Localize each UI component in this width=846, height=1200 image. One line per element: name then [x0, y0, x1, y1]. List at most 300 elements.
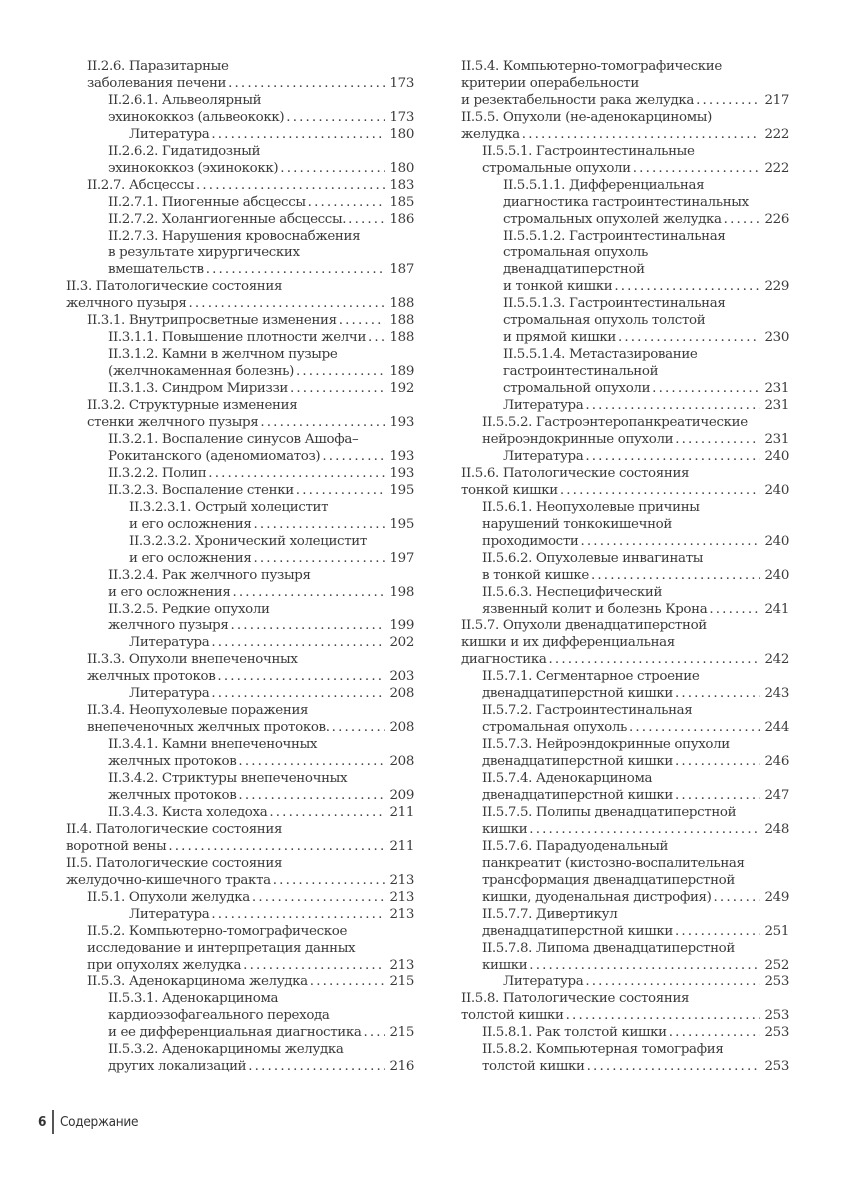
toc-page-number: 195 — [389, 482, 414, 498]
dot-leader — [337, 313, 386, 330]
dot-leader — [583, 398, 760, 415]
dot-leader — [520, 127, 761, 144]
dot-leader — [320, 449, 385, 466]
toc-entry-title-line: II.5.1. Опухоли желудка — [87, 889, 250, 905]
toc-entry[interactable] — [66, 59, 414, 93]
toc-entry[interactable] — [66, 805, 414, 822]
toc-page-number: 240 — [764, 482, 789, 498]
toc-entry-title-line: II.2.6. Паразитарные — [87, 59, 229, 74]
toc-page-number: 187 — [389, 262, 414, 278]
toc-entry-title-line: II.5.5.2. Гастроэнтеропанкреатические — [482, 415, 748, 431]
toc-entry-title-line: II.4. Патологические состояния — [66, 821, 283, 837]
toc-left-column — [66, 59, 414, 1076]
toc-entry-title-line: II.5.5.1.1. Дифференциальная — [503, 177, 705, 193]
toc-page-number: 215 — [389, 974, 414, 990]
toc-entry[interactable] — [461, 398, 789, 415]
toc-entry-title-line: II.3.1.2. Камни в желчном пузыре — [108, 347, 338, 363]
toc-entry-title-line: эхинококкоз (эхинококк) — [108, 160, 279, 176]
toc-entry[interactable] — [66, 144, 414, 178]
toc-page-number: 216 — [389, 1059, 414, 1075]
dot-leader — [631, 161, 761, 178]
toc-entry[interactable] — [461, 669, 789, 703]
toc-entry-title-line: II.3.1. Внутрипросветные изменения — [87, 313, 337, 329]
toc-entry[interactable] — [66, 347, 414, 381]
toc-entry-title-line: диагностика гастроинтестинальных — [503, 194, 749, 210]
toc-entry[interactable] — [66, 330, 414, 347]
toc-entry-title-line: стромальная опухоль — [503, 245, 648, 261]
toc-page-number: 213 — [389, 889, 414, 905]
toc-page-number: 193 — [389, 448, 414, 464]
toc-entry-title-line: желчных протоков — [108, 754, 237, 770]
toc-page-number: 251 — [764, 923, 789, 939]
toc-entry[interactable] — [461, 178, 789, 229]
toc-entry[interactable] — [66, 1042, 414, 1076]
toc-entry-title-line: тонкой кишки — [461, 482, 558, 498]
page-footer — [38, 1110, 138, 1134]
toc-entry-title-line: II.3.2.3.2. Хронический холецистит — [129, 533, 367, 549]
toc-entry-title-line: II.5.6.3. Неспецифический — [482, 584, 663, 600]
dot-leader — [209, 127, 385, 144]
toc-entry-title-line: II.5.7.6. Парадуоденальный — [482, 838, 669, 854]
toc-page-number: 211 — [389, 804, 414, 820]
toc-entry-title-line: Литература — [129, 686, 210, 702]
toc-entry-title-line: трансформация двенадцатиперстной — [482, 872, 735, 888]
dot-leader — [251, 517, 385, 534]
toc-entry-title-line: II.2.7.3. Нарушения кровоснабжения — [108, 228, 361, 244]
toc-entry[interactable] — [66, 568, 414, 602]
toc-entry-title-line: II.5.2. Компьютерно-томографическое — [87, 923, 348, 939]
toc-entry[interactable] — [461, 415, 789, 449]
dot-leader — [294, 483, 386, 500]
dot-leader — [650, 381, 760, 398]
dot-leader — [712, 890, 761, 907]
toc-entry-title-line: кардиоэзофагеального перехода — [108, 1008, 330, 1024]
toc-entry-title-line: в тонкой кишке — [482, 567, 589, 583]
toc-page-number: 208 — [389, 686, 414, 702]
toc-entry[interactable] — [66, 500, 414, 534]
toc-entry[interactable] — [461, 771, 789, 805]
dot-leader — [284, 110, 385, 127]
toc-entry[interactable] — [461, 907, 789, 941]
dot-leader — [246, 1059, 385, 1076]
toc-page-number: 213 — [389, 872, 414, 888]
toc-entry-title-line: II.5.5.1.4. Метастазирование — [503, 347, 698, 363]
toc-entry-title-line: стромальные опухоли — [482, 160, 631, 176]
toc-entry-title-line: II.5.8. Патологические состояния — [461, 991, 690, 1007]
toc-entry[interactable] — [66, 602, 414, 636]
toc-entry[interactable] — [66, 398, 414, 432]
toc-entry-title-line: II.3.4. Неопухолевые поражения — [87, 703, 309, 719]
toc-entry[interactable] — [66, 534, 414, 568]
toc-entry-title-line: II.5.3.2. Аденокарциномы желудка — [108, 1042, 344, 1058]
toc-entry-title-line: желудка — [461, 126, 520, 142]
dot-leader — [616, 330, 761, 347]
toc-entry[interactable] — [66, 974, 414, 991]
toc-page-number: 197 — [389, 550, 414, 566]
toc-page-number: 241 — [764, 601, 789, 617]
dot-leader — [564, 1008, 761, 1025]
toc-page-number: 189 — [389, 364, 414, 380]
toc-page-number: 208 — [389, 754, 414, 770]
dot-leader — [627, 720, 761, 737]
dot-leader — [589, 568, 761, 585]
toc-entry-title-line: толстой кишки — [482, 1059, 585, 1075]
toc-entry-title-line: II.5.8.1. Рак толстой кишки — [482, 1025, 667, 1041]
toc-page-number: 188 — [389, 296, 414, 312]
toc-entry-title-line: внепеченочных желчных протоков. — [87, 720, 330, 736]
toc-page-number: 253 — [764, 1025, 789, 1041]
dot-leader — [271, 873, 386, 890]
toc-entry-title-line: критерии операбельности — [461, 75, 639, 91]
toc-entry-title-line: стромальной опухоли — [503, 381, 651, 397]
toc-entry[interactable] — [461, 229, 789, 297]
toc-page-number: 180 — [389, 160, 414, 176]
toc-page-number: 199 — [389, 618, 414, 634]
toc-entry-title-line: желудочно-кишечного тракта — [66, 872, 271, 888]
dot-leader — [306, 195, 386, 212]
toc-entry-title-line: II.5.7.1. Сегментарное строение — [482, 669, 700, 685]
toc-page-number: 244 — [764, 720, 789, 736]
toc-entry-title-line: II.5.7.3. Нейроэндокринные опухоли — [482, 737, 730, 753]
toc-entry-title-line: нарушений тонкокишечной — [482, 516, 672, 532]
dot-leader — [230, 585, 385, 602]
toc-entry-title-line: Литература — [503, 448, 584, 464]
toc-page-number: 248 — [764, 821, 789, 837]
toc-entry[interactable] — [461, 500, 789, 551]
dot-leader — [585, 1059, 761, 1076]
toc-entry[interactable] — [461, 805, 789, 839]
toc-entry[interactable] — [66, 924, 414, 975]
toc-page-number: 253 — [764, 1008, 789, 1024]
toc-entry[interactable] — [66, 178, 414, 195]
dot-leader — [288, 381, 386, 398]
toc-entry-title-line: II.5.7.2. Гастроинтестинальная — [482, 703, 693, 719]
toc-entry-title-line: и его осложнения — [129, 550, 252, 566]
toc-entry-title-line: II.2.7. Абсцессы — [87, 177, 194, 193]
toc-entry-title-line: желчного пузыря — [108, 618, 229, 634]
toc-entry-title-line: II.3.2.1. Воспаление синусов Ашофа– — [108, 431, 359, 447]
toc-entry-title-line: желчного пузыря — [66, 296, 187, 312]
dot-leader — [612, 279, 760, 296]
toc-entry-title-line: II.2.6.2. Гидатидозный — [108, 143, 261, 159]
toc-entry-title-line: диагностика — [461, 652, 547, 668]
dot-leader — [215, 669, 385, 686]
toc-entry[interactable] — [66, 652, 414, 686]
toc-page-number: 198 — [389, 584, 414, 600]
toc-entry-title-line: желчных протоков — [87, 669, 216, 685]
toc-entry[interactable] — [66, 381, 414, 398]
toc-entry-title-line: двенадцатиперстной кишки — [482, 923, 673, 939]
toc-page-number: 183 — [389, 177, 414, 193]
toc-entry-title-line: II.5.7.7. Дивертикул — [482, 906, 618, 922]
toc-entry-title-line: II.5.8.2. Компьютерная томография — [482, 1042, 724, 1058]
toc-entry-title-line: Литература — [129, 126, 210, 142]
dot-leader — [209, 635, 385, 652]
dot-leader — [258, 415, 385, 432]
toc-page-number: 215 — [389, 1025, 414, 1041]
dot-leader — [194, 178, 386, 195]
toc-entry[interactable] — [66, 890, 414, 907]
dot-leader — [204, 262, 386, 279]
toc-entry[interactable] — [66, 737, 414, 771]
toc-entry[interactable] — [66, 466, 414, 483]
toc-page-number: 173 — [389, 109, 414, 125]
toc-entry-title-line: и резектабельности рака желудка — [461, 92, 695, 108]
toc-page-number: 226 — [764, 211, 789, 227]
toc-page-number: 195 — [389, 516, 414, 532]
running-header-title: Содержание — [59, 1114, 139, 1130]
toc-page-number: 240 — [764, 533, 789, 549]
toc-page-number: 247 — [764, 787, 789, 803]
toc-entry-title-line: и его осложнения — [108, 584, 231, 600]
dot-leader — [667, 1025, 761, 1042]
toc-entry[interactable] — [66, 991, 414, 1042]
toc-page-number: 242 — [764, 652, 789, 668]
toc-entry[interactable] — [461, 991, 789, 1025]
toc-entry[interactable] — [461, 585, 789, 619]
toc-entry-title-line: II.5.5.1.3. Гастроинтестинальная — [503, 296, 726, 312]
toc-entry-title-line: при опухолях желудка — [87, 957, 242, 973]
toc-entry[interactable] — [461, 941, 789, 975]
dot-leader — [673, 788, 761, 805]
toc-entry-title-line: II.5.6.1. Неопухолевые причины — [482, 499, 700, 515]
toc-entry[interactable] — [66, 432, 414, 466]
toc-entry-title-line: II.3.1.1. Повышение плотности желчи — [108, 330, 367, 346]
toc-entry[interactable] — [461, 1042, 789, 1076]
toc-page-number: 180 — [389, 126, 414, 142]
toc-entry-title-line: II.3.2.2. Полип — [108, 465, 207, 481]
toc-page-number: 252 — [764, 957, 789, 973]
toc-entry[interactable] — [66, 703, 414, 737]
toc-entry-title-line: проходимости — [482, 533, 579, 549]
toc-entry[interactable] — [461, 347, 789, 398]
toc-entry[interactable] — [66, 229, 414, 280]
toc-entry-title-line: II.5. Патологические состояния — [66, 855, 283, 871]
toc-entry-title-line: стенки желчного пузыря — [87, 415, 259, 431]
toc-entry[interactable] — [66, 279, 414, 313]
toc-entry-title-line: II.3.4.1. Камни внепеченочных — [108, 737, 318, 753]
toc-entry-title-line: Литература — [129, 906, 210, 922]
toc-entry-title-line: желчных протоков — [108, 787, 237, 803]
toc-page-number: 249 — [764, 889, 789, 905]
toc-entry-title-line: двенадцатиперстной кишки — [482, 787, 673, 803]
dot-leader — [361, 1025, 385, 1042]
dot-leader — [547, 652, 761, 669]
toc-entry-title-line: и его осложнения — [129, 516, 252, 532]
toc-entry[interactable] — [66, 822, 414, 856]
toc-entry-title-line: II.2.7.2. Холангиогенные абсцессы. — [108, 211, 347, 227]
toc-entry-title-line: II.5.7.4. Аденокарцинома — [482, 771, 653, 787]
dot-leader — [694, 93, 760, 110]
toc-entry-title-line: исследование и интерпретация данных — [87, 940, 356, 956]
toc-entry[interactable] — [66, 907, 414, 924]
toc-entry-title-line: II.3. Патологические состояния — [66, 279, 283, 295]
dot-leader — [308, 974, 386, 991]
toc-entry-title-line: Литература — [503, 974, 584, 990]
toc-entry-title-line: эхинококкоз (альвеококк) — [108, 109, 285, 125]
dot-leader — [209, 686, 385, 703]
toc-entry[interactable] — [66, 93, 414, 127]
footer-divider — [52, 1110, 54, 1134]
toc-entry-title-line: язвенный колит и болезнь Крона — [482, 601, 708, 617]
toc-page-number: 230 — [764, 330, 789, 346]
toc-entry-title-line: заболевания печени — [87, 75, 227, 91]
toc-entry-title-line: Рокитанского (аденомиоматоз) — [108, 448, 321, 464]
toc-entry[interactable] — [461, 737, 789, 771]
dot-leader — [330, 720, 386, 737]
toc-entry-title-line: II.3.4.3. Киста холедоха — [108, 804, 268, 820]
toc-page-number: 222 — [764, 126, 789, 142]
toc-entry-title-line: воротной вены — [66, 838, 167, 854]
toc-entry[interactable] — [66, 195, 414, 212]
toc-entry[interactable] — [66, 686, 414, 703]
toc-entry[interactable] — [66, 856, 414, 890]
toc-page-number: 240 — [764, 567, 789, 583]
dot-leader — [267, 805, 385, 822]
toc-entry[interactable] — [461, 618, 789, 669]
dot-leader — [236, 754, 385, 771]
toc-page-number: 246 — [764, 754, 789, 770]
toc-page-number: 209 — [389, 787, 414, 803]
toc-page-number: 231 — [764, 381, 789, 397]
toc-page-number: 203 — [389, 669, 414, 685]
dot-leader — [673, 686, 761, 703]
toc-entry-title-line: двенадцатиперстной кишки — [482, 686, 673, 702]
toc-entry-title-line: стромальная опухоль толстой — [503, 313, 706, 329]
toc-entry[interactable] — [461, 466, 789, 500]
toc-entry-title-line: нейроэндокринные опухоли — [482, 431, 674, 447]
toc-entry[interactable] — [461, 296, 789, 347]
toc-entry[interactable] — [461, 974, 789, 991]
toc-entry-title-line: вмешательств — [108, 262, 204, 278]
toc-entry[interactable] — [66, 635, 414, 652]
dot-leader — [558, 483, 761, 500]
dot-leader — [673, 432, 760, 449]
toc-page-number: 231 — [764, 431, 789, 447]
toc-entry-title-line: II.5.3. Аденокарцинома желудка — [87, 974, 308, 990]
toc-entry[interactable] — [66, 127, 414, 144]
toc-page-number: 173 — [389, 75, 414, 91]
toc-entry-title-line: II.5.3.1. Аденокарцинома — [108, 991, 279, 1007]
dot-leader — [251, 551, 385, 568]
dot-leader — [206, 466, 385, 483]
toc-page-number: 208 — [389, 720, 414, 736]
toc-page-number: 217 — [764, 92, 789, 108]
dot-leader — [186, 296, 385, 313]
toc-page-number: 186 — [389, 211, 414, 227]
toc-entry[interactable] — [461, 551, 789, 585]
toc-entry[interactable] — [461, 144, 789, 178]
page-number: 6 — [38, 1114, 47, 1130]
toc-entry-title-line: двенадцатиперстной кишки — [482, 754, 673, 770]
dot-leader — [707, 602, 760, 619]
toc-entry-title-line: II.3.2.5. Редкие опухоли — [108, 601, 270, 617]
toc-page-number: 211 — [389, 838, 414, 854]
toc-entry[interactable] — [461, 703, 789, 737]
toc-entry-title-line: (желчнокаменная болезнь) — [108, 364, 294, 380]
toc-entry[interactable] — [461, 449, 789, 466]
toc-entry[interactable] — [66, 313, 414, 330]
toc-right-column — [461, 59, 789, 1076]
toc-entry-title-line: II.3.3. Опухоли внепеченочных — [87, 652, 298, 668]
dot-leader — [294, 364, 386, 381]
toc-page-number: 231 — [764, 398, 789, 414]
toc-page-number: 188 — [389, 330, 414, 346]
toc-entry-title-line: II.5.5. Опухоли (не-аденокарциномы) — [461, 109, 712, 125]
toc-entry[interactable] — [66, 483, 414, 500]
toc-page-number: 213 — [389, 957, 414, 973]
toc-entry-title-line: II.5.5.1.2. Гастроинтестинальная — [503, 228, 726, 244]
toc-entry-title-line: II.5.7. Опухоли двенадцатиперстной — [461, 618, 707, 634]
toc-entry[interactable] — [461, 1025, 789, 1042]
toc-entry-title-line: II.2.6.1. Альвеолярный — [108, 92, 262, 108]
toc-page-number: 243 — [764, 686, 789, 702]
dot-leader — [346, 212, 385, 229]
toc-entry-title-line: стромальная опухоль — [482, 720, 627, 736]
toc-page-number: 192 — [389, 381, 414, 397]
dot-leader — [673, 924, 761, 941]
toc-entry[interactable] — [461, 839, 789, 907]
toc-entry-title-line: II.5.7.5. Полипы двенадцатиперстной — [482, 804, 737, 820]
toc-entry[interactable] — [66, 212, 414, 229]
dot-leader — [226, 76, 385, 93]
toc-entry-title-line: панкреатит (кистозно-воспалительная — [482, 855, 745, 871]
dot-leader — [527, 958, 760, 975]
toc-page-number: 202 — [389, 635, 414, 651]
dot-leader — [278, 161, 385, 178]
dot-leader — [583, 449, 760, 466]
toc-entry-title-line: II.5.6.2. Опухолевые инвагинаты — [482, 550, 704, 566]
toc-entry-title-line: II.3.4.2. Стриктуры внепеченочных — [108, 771, 348, 787]
toc-entry-title-line: II.5.4. Компьютерно-томографические — [461, 59, 722, 74]
dot-leader — [209, 907, 385, 924]
toc-entry[interactable] — [461, 59, 789, 110]
toc-entry-title-line: гастроинтестинальной — [503, 364, 659, 380]
toc-page-number: 185 — [389, 194, 414, 210]
dot-leader — [583, 974, 760, 991]
toc-page-number: 213 — [389, 906, 414, 922]
toc-entry-title-line: II.3.2. Структурные изменения — [87, 398, 298, 414]
toc-entry-title-line: двенадцатиперстной — [503, 262, 645, 278]
toc-entry-title-line: толстой кишки — [461, 1008, 564, 1024]
toc-entry-title-line: II.5.6. Патологические состояния — [461, 465, 690, 481]
toc-page-number: 253 — [764, 974, 789, 990]
toc-page-number: 240 — [764, 448, 789, 464]
toc-entry-title-line: и ее дифференциальная диагностика — [108, 1025, 362, 1041]
toc-entry-title-line: и прямой кишки — [503, 330, 616, 346]
toc-entry-title-line: других локализаций — [108, 1059, 247, 1075]
toc-entry[interactable] — [461, 110, 789, 144]
toc-entry-title-line: кишки, дуоденальная дистрофия) — [482, 889, 712, 905]
toc-entry-title-line: Литература — [503, 398, 584, 414]
dot-leader — [366, 330, 385, 347]
toc-page-number: 222 — [764, 160, 789, 176]
toc-page-number: 253 — [764, 1059, 789, 1075]
dot-leader — [166, 839, 385, 856]
toc-entry-title-line: в результате хирургических — [108, 245, 300, 261]
toc-entry-title-line: стромальных опухолей желудка — [503, 211, 722, 227]
toc-entry-title-line: II.5.7.8. Липома двенадцатиперстной — [482, 940, 735, 956]
toc-entry-title-line: кишки — [482, 821, 528, 837]
dot-leader — [578, 534, 760, 551]
toc-entry[interactable] — [66, 771, 414, 805]
toc-entry-title-line: II.5.5.1. Гастроинтестинальные — [482, 143, 695, 159]
dot-leader — [527, 822, 760, 839]
toc-entry-title-line: II.2.7.1. Пиогенные абсцессы — [108, 194, 306, 210]
toc-entry-title-line: кишки и их дифференциальная — [461, 635, 675, 651]
dot-leader — [250, 890, 386, 907]
dot-leader — [228, 618, 385, 635]
